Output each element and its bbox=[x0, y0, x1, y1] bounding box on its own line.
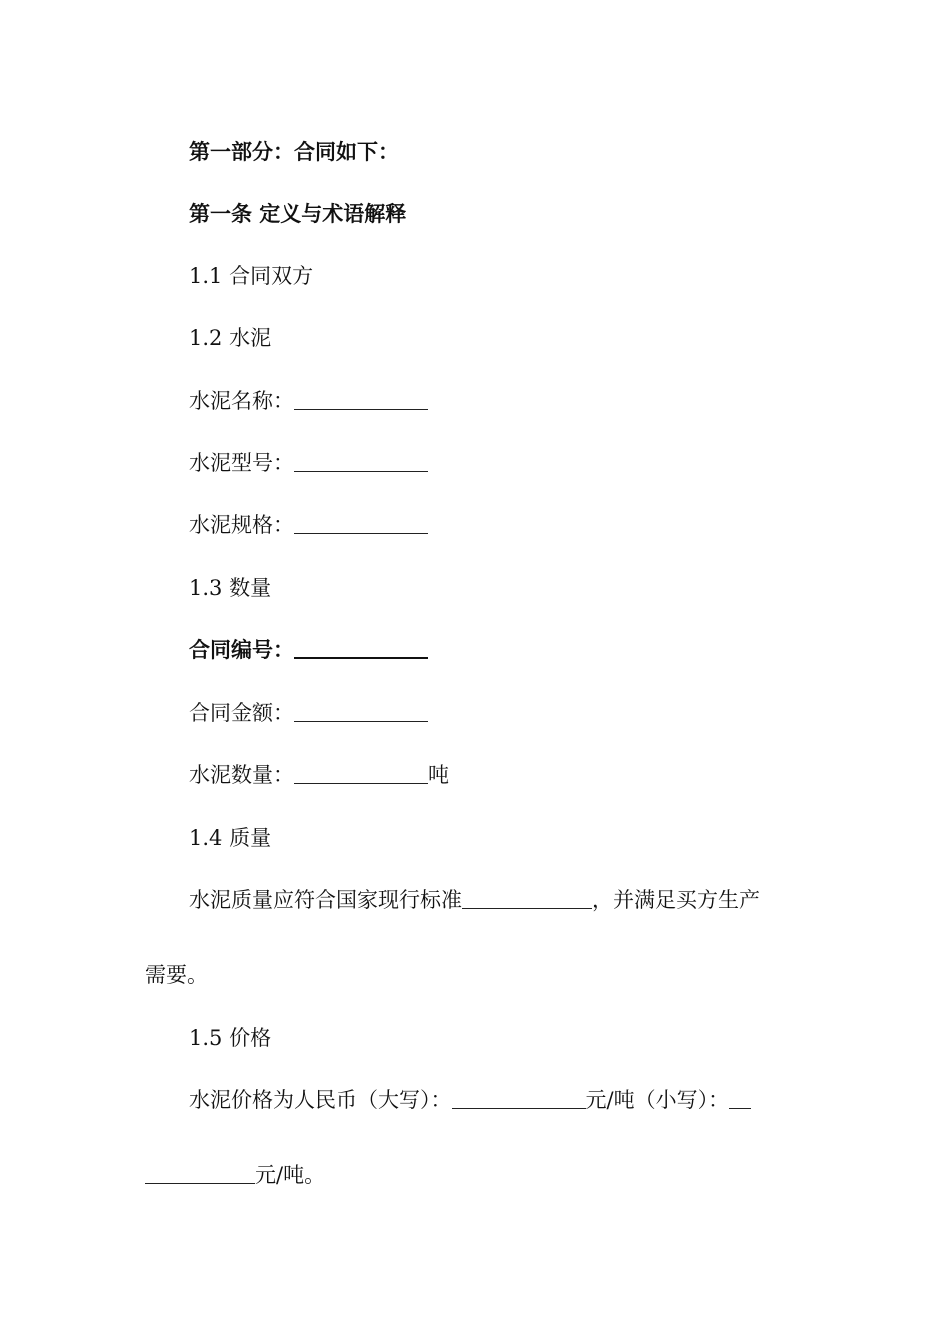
cement-name-label: 水泥名称： bbox=[189, 389, 294, 413]
cement-name-row bbox=[189, 387, 428, 415]
quality-text-2: ，并满足买方生产 bbox=[592, 888, 760, 912]
quality-text-1: 水泥质量应符合国家现行标准 bbox=[189, 888, 462, 912]
cement-qty-unit: 吨 bbox=[428, 763, 449, 787]
price-text-1: 水泥价格为人民币（大写）： bbox=[189, 1088, 452, 1112]
contract-no-row bbox=[189, 636, 428, 664]
section-1-1: 1.1 合同双方 bbox=[189, 264, 314, 288]
contract-amount-label: 合同金额： bbox=[189, 701, 294, 725]
cement-qty-blank[interactable] bbox=[294, 763, 428, 784]
quality-standard-blank[interactable] bbox=[462, 888, 592, 909]
cement-model-blank[interactable] bbox=[294, 451, 428, 472]
cement-model-label: 水泥型号： bbox=[189, 451, 294, 475]
contract-amount-blank[interactable] bbox=[294, 701, 428, 722]
contract-amount-row bbox=[189, 699, 428, 727]
cement-model-row bbox=[189, 449, 428, 477]
section-1-2: 1.2 水泥 bbox=[189, 326, 272, 350]
cement-spec-blank[interactable] bbox=[294, 513, 428, 534]
cement-spec-row bbox=[189, 511, 428, 539]
section-1-4: 1.4 质量 bbox=[189, 826, 272, 850]
part-heading: 第一部分：合同如下： bbox=[189, 139, 399, 164]
article-heading: 第一条 定义与术语解释 bbox=[189, 201, 407, 226]
price-unit-2: 元/吨。 bbox=[255, 1163, 326, 1187]
quality-line-1 bbox=[189, 886, 760, 914]
contract-no-label: 合同编号： bbox=[189, 637, 294, 662]
section-1-3: 1.3 数量 bbox=[189, 576, 272, 600]
quality-line-2: 需要。 bbox=[145, 963, 208, 987]
section-1-5: 1.5 价格 bbox=[189, 1026, 272, 1050]
price-upper-blank[interactable] bbox=[452, 1088, 586, 1109]
cement-name-blank[interactable] bbox=[294, 389, 428, 410]
price-lower-blank-start[interactable] bbox=[729, 1088, 751, 1109]
price-line-2 bbox=[145, 1161, 325, 1189]
price-line-1 bbox=[189, 1086, 751, 1114]
cement-qty-label: 水泥数量： bbox=[189, 763, 294, 787]
price-unit-1: 元/吨（小写）： bbox=[585, 1088, 730, 1112]
price-lower-blank-end[interactable] bbox=[145, 1163, 255, 1184]
cement-qty-row bbox=[189, 761, 449, 789]
cement-spec-label: 水泥规格： bbox=[189, 513, 294, 537]
contract-no-blank[interactable] bbox=[294, 637, 428, 659]
